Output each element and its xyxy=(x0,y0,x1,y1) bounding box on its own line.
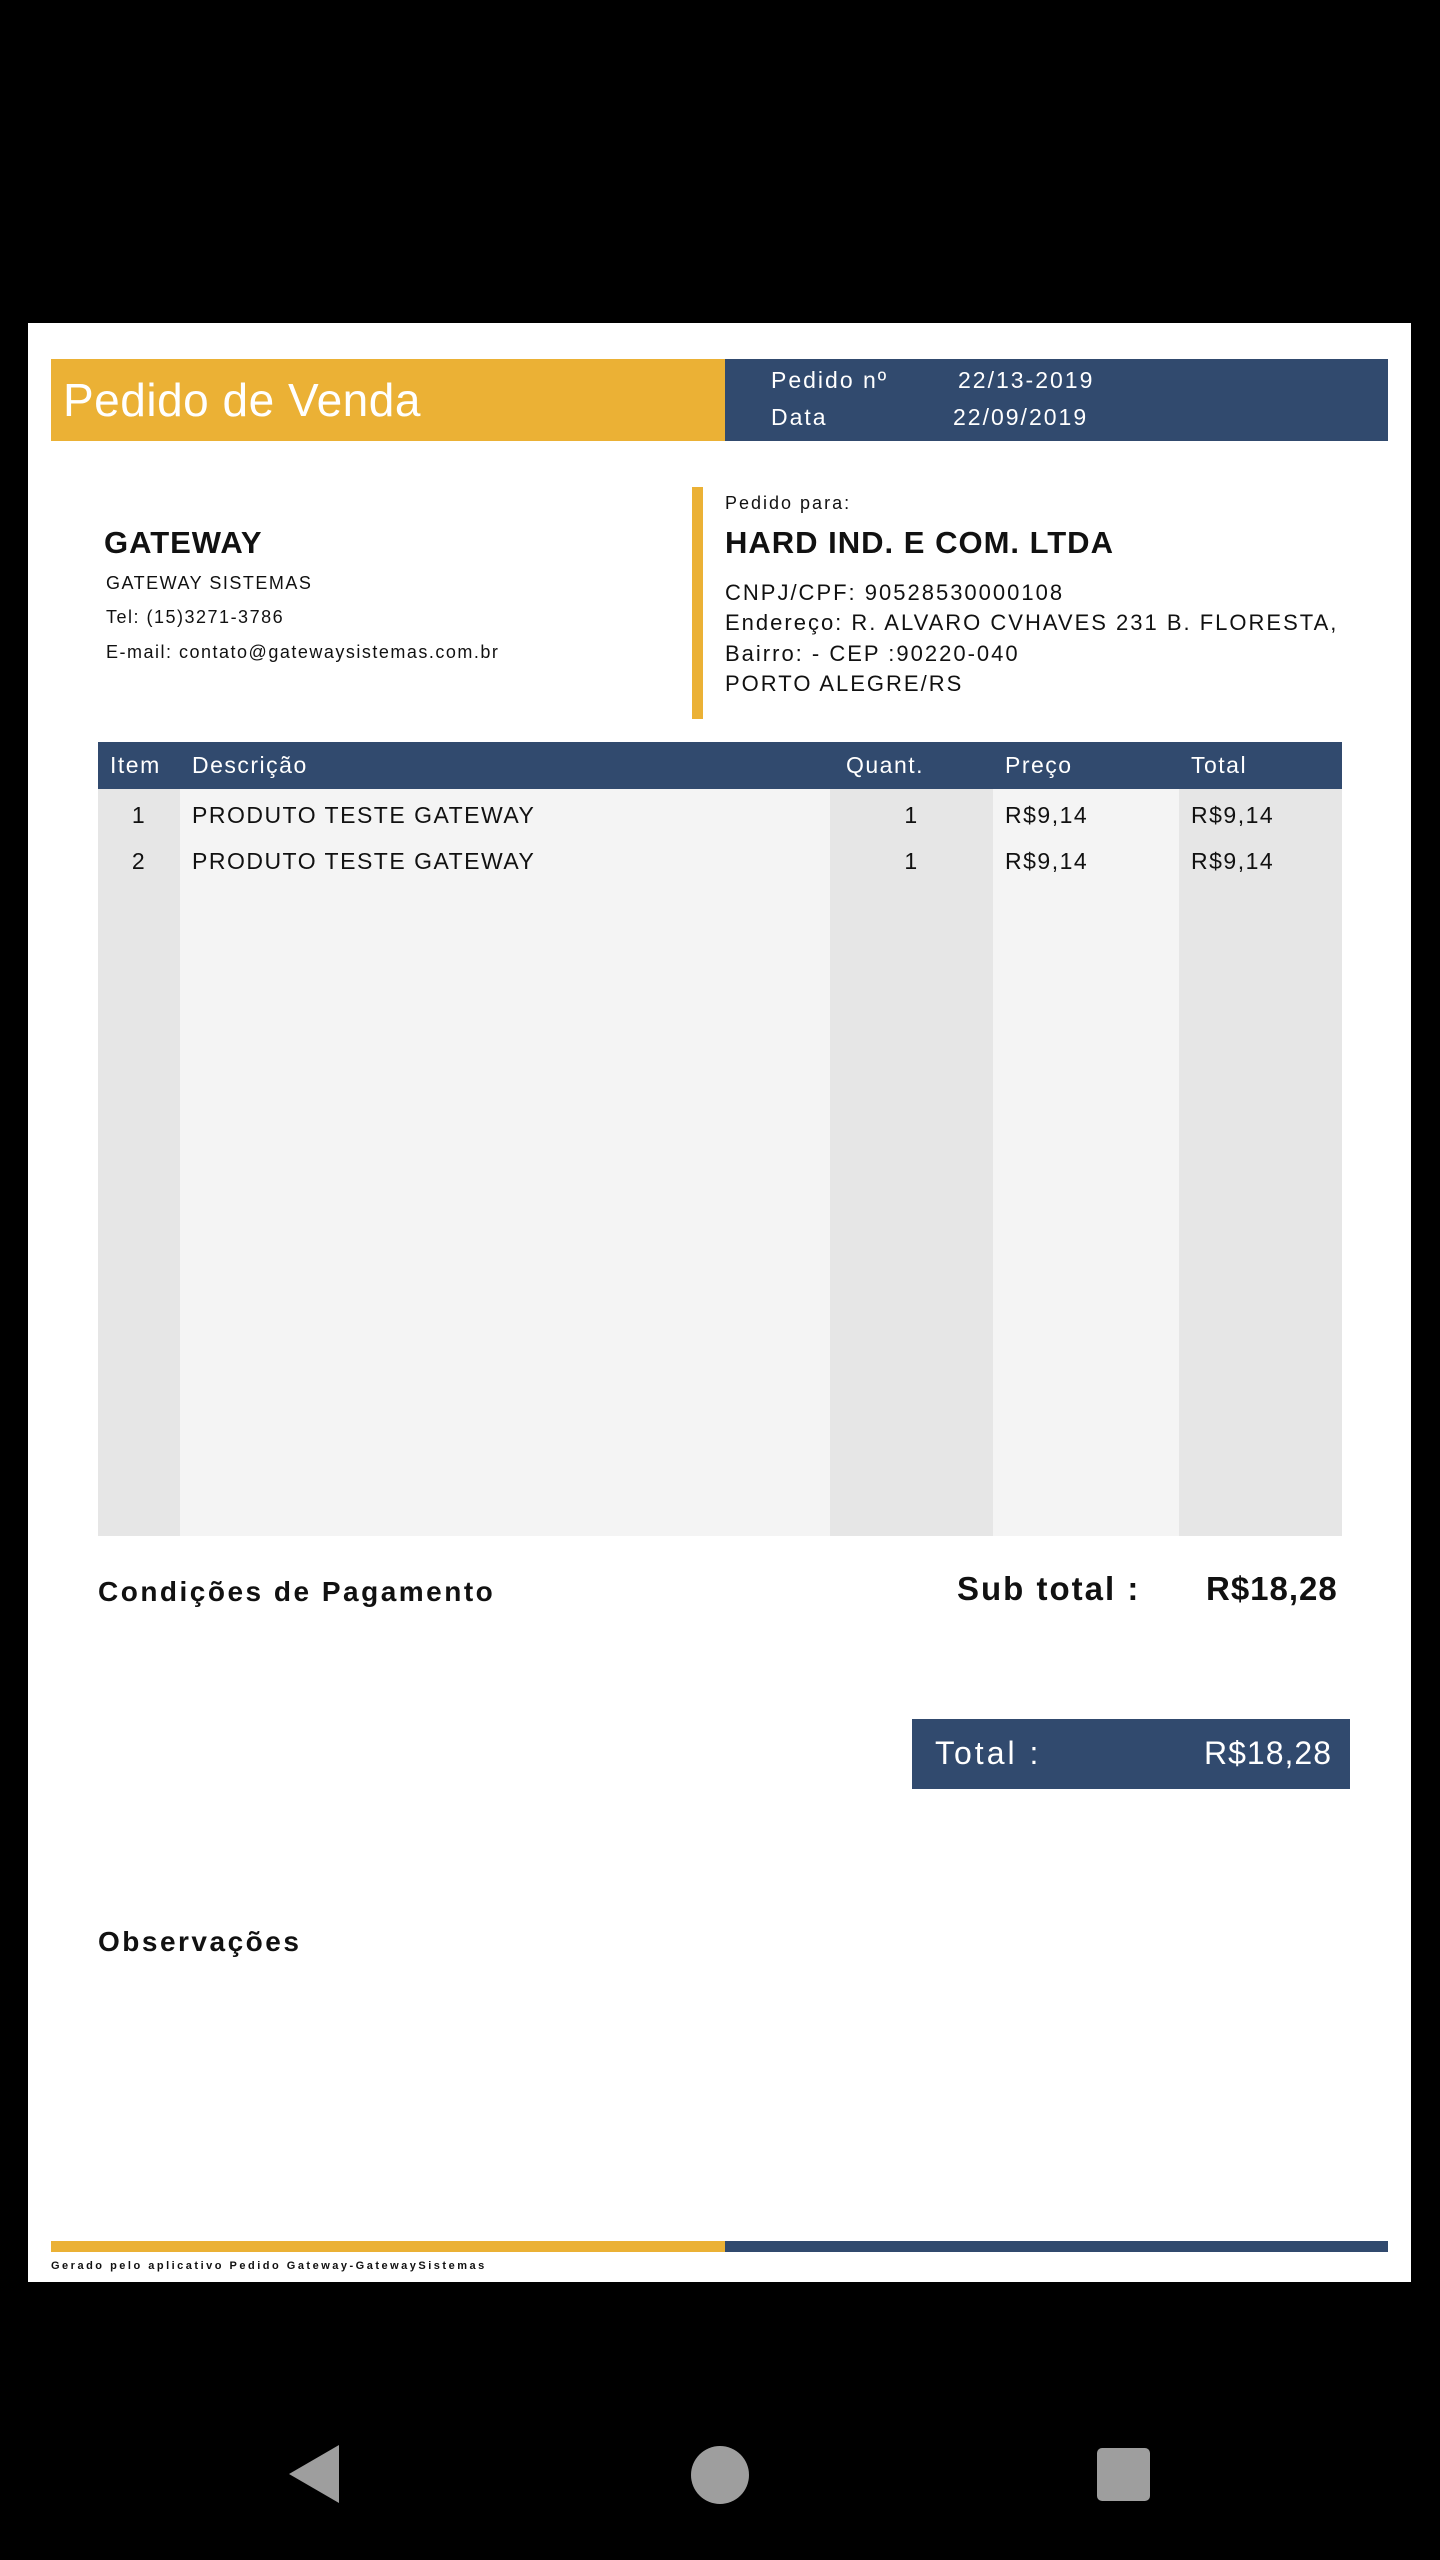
client-address: Endereço: R. ALVARO CVHAVES 231 B. FLORESTA, xyxy=(725,610,1339,635)
col-bg-quantity xyxy=(830,789,993,1536)
client-cnpj: CNPJ/CPF: 90528530000108 xyxy=(725,580,1065,605)
table-row xyxy=(98,792,1342,838)
cell-total: R$9,14 xyxy=(1191,802,1275,828)
client-city: PORTO ALEGRE/RS xyxy=(725,671,964,696)
cell-quantity: 1 xyxy=(904,848,919,874)
client-name: HARD IND. E COM. LTDA xyxy=(725,525,1114,560)
items-table xyxy=(98,742,1342,1536)
payment-conditions-heading: Condições de Pagamento xyxy=(98,1576,496,1607)
subtotal-label: Sub total : xyxy=(957,1570,1141,1607)
items-table-header xyxy=(98,742,1342,789)
cell-quantity: 1 xyxy=(904,802,919,828)
page-title: Pedido de Venda xyxy=(63,374,421,426)
home-icon[interactable] xyxy=(691,2446,749,2504)
company-subtitle: GATEWAY SISTEMAS xyxy=(106,573,313,593)
cell-item: 1 xyxy=(131,802,147,828)
order-number-label: Pedido nº xyxy=(771,367,889,393)
cell-description: PRODUTO TESTE GATEWAY xyxy=(192,848,536,874)
col-bg-item xyxy=(98,789,180,1536)
client-accent-bar xyxy=(692,487,703,719)
header-info-band xyxy=(725,359,1388,441)
order-date-label: Data xyxy=(771,404,828,430)
footer-credit: Gerado pelo aplicativo Pedido Gateway-GatewaySistemas xyxy=(51,2260,487,2272)
subtotal-value: R$18,28 xyxy=(1206,1570,1338,1607)
col-header-description: Descrição xyxy=(192,752,308,778)
client-district: Bairro: - CEP :90220-040 xyxy=(725,641,1020,666)
company-name: GATEWAY xyxy=(104,525,263,560)
col-bg-total xyxy=(1179,789,1342,1536)
total-value: R$18,28 xyxy=(1204,1735,1332,1771)
company-email: E-mail: contato@gatewaysistemas.com.br xyxy=(106,642,500,662)
order-number-value: 22/13-2019 xyxy=(958,367,1095,393)
cell-price: R$9,14 xyxy=(1005,848,1089,874)
col-header-quantity: Quant. xyxy=(846,752,925,778)
col-header-total: Total xyxy=(1191,752,1248,778)
cell-item: 2 xyxy=(131,848,147,874)
col-bg-price xyxy=(993,789,1179,1536)
total-box xyxy=(912,1719,1350,1789)
cell-total: R$9,14 xyxy=(1191,848,1275,874)
col-header-item: Item xyxy=(110,752,161,778)
table-row xyxy=(98,838,1342,884)
company-phone: Tel: (15)3271-3786 xyxy=(106,607,285,627)
notes-heading: Observações xyxy=(98,1926,302,1957)
cell-description: PRODUTO TESTE GATEWAY xyxy=(192,802,536,828)
footer-accent-blue xyxy=(725,2241,1388,2252)
recents-icon[interactable] xyxy=(1097,2448,1150,2501)
system-navigation-bar xyxy=(0,2380,1440,2560)
total-label: Total : xyxy=(935,1735,1042,1771)
col-bg-description xyxy=(180,789,830,1536)
footer-accent-yellow xyxy=(51,2241,725,2252)
cell-price: R$9,14 xyxy=(1005,802,1089,828)
col-header-price: Preço xyxy=(1005,752,1073,778)
order-date-value: 22/09/2019 xyxy=(953,404,1089,430)
client-label: Pedido para: xyxy=(725,493,852,513)
order-document xyxy=(28,323,1411,2282)
back-icon[interactable] xyxy=(289,2445,339,2503)
header-title-band xyxy=(51,359,725,441)
